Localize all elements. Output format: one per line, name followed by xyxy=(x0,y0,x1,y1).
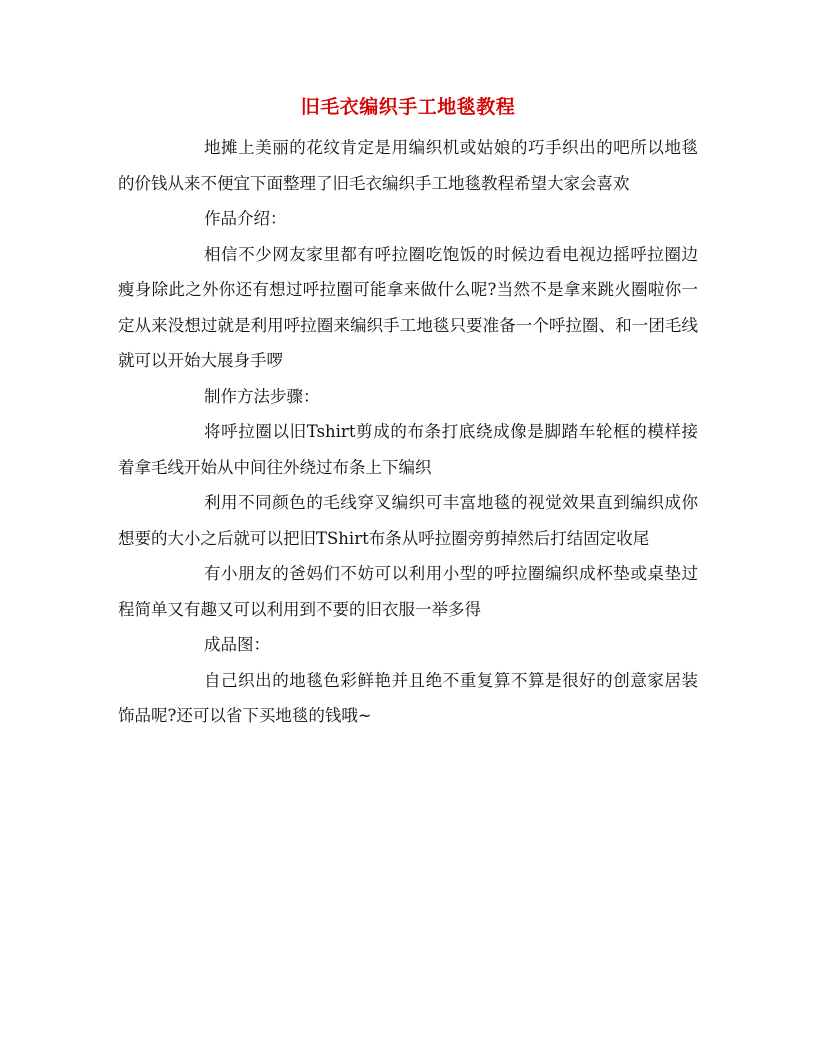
section-heading-result: 成品图： xyxy=(204,635,270,654)
document-title: 旧毛衣编织手工地毯教程 xyxy=(300,96,516,118)
paragraph-hula-hoop: 相信不少网友家里都有呼拉圈吃饱饭的时候边看电视边摇呼拉圈边瘦身除此之外你还有想过呼拉圈可能拿来做什么呢?当然不是拿来跳火圈啦你一定从来没想过就是利用呼拉圈来编织手工地毯只要准备一个呼拉圈、和一团毛线就可以开始大展身手啰 xyxy=(118,244,698,370)
paragraph-result: 自己织出的地毯色彩鲜艳并且绝不重复算不算是很好的创意家居装饰品呢?还可以省下买地毯的钱哦~ xyxy=(118,670,698,725)
paragraph-step-1: 将呼拉圈以旧Tshirt剪成的布条打底绕成像是脚踏车轮框的模样接着拿毛线开始从中间往外绕过布条上下编织 xyxy=(118,422,698,477)
document-page xyxy=(118,92,698,734)
section-heading-steps: 制作方法步骤： xyxy=(204,386,320,406)
paragraph-intro: 地摊上美丽的花纹肯定是用编织机或姑娘的巧手织出的吧所以地毯的价钱从来不便宜下面整理了旧毛衣编织手工地毯教程希望大家会喜欢 xyxy=(118,138,698,193)
section-heading-introduction: 作品介绍： xyxy=(204,209,287,228)
paragraph-step-3: 有小朋友的爸妈们不妨可以利用小型的呼拉圈编织成杯垫或桌垫过程简单又有趣又可以利用到不要的旧衣服一举多得 xyxy=(118,564,698,619)
paragraph-step-2: 利用不同颜色的毛线穿叉编织可丰富地毯的视觉效果直到编织成你想要的大小之后就可以把旧TShirt布条从呼拉圈旁剪掉然后打结固定收尾 xyxy=(118,493,698,548)
